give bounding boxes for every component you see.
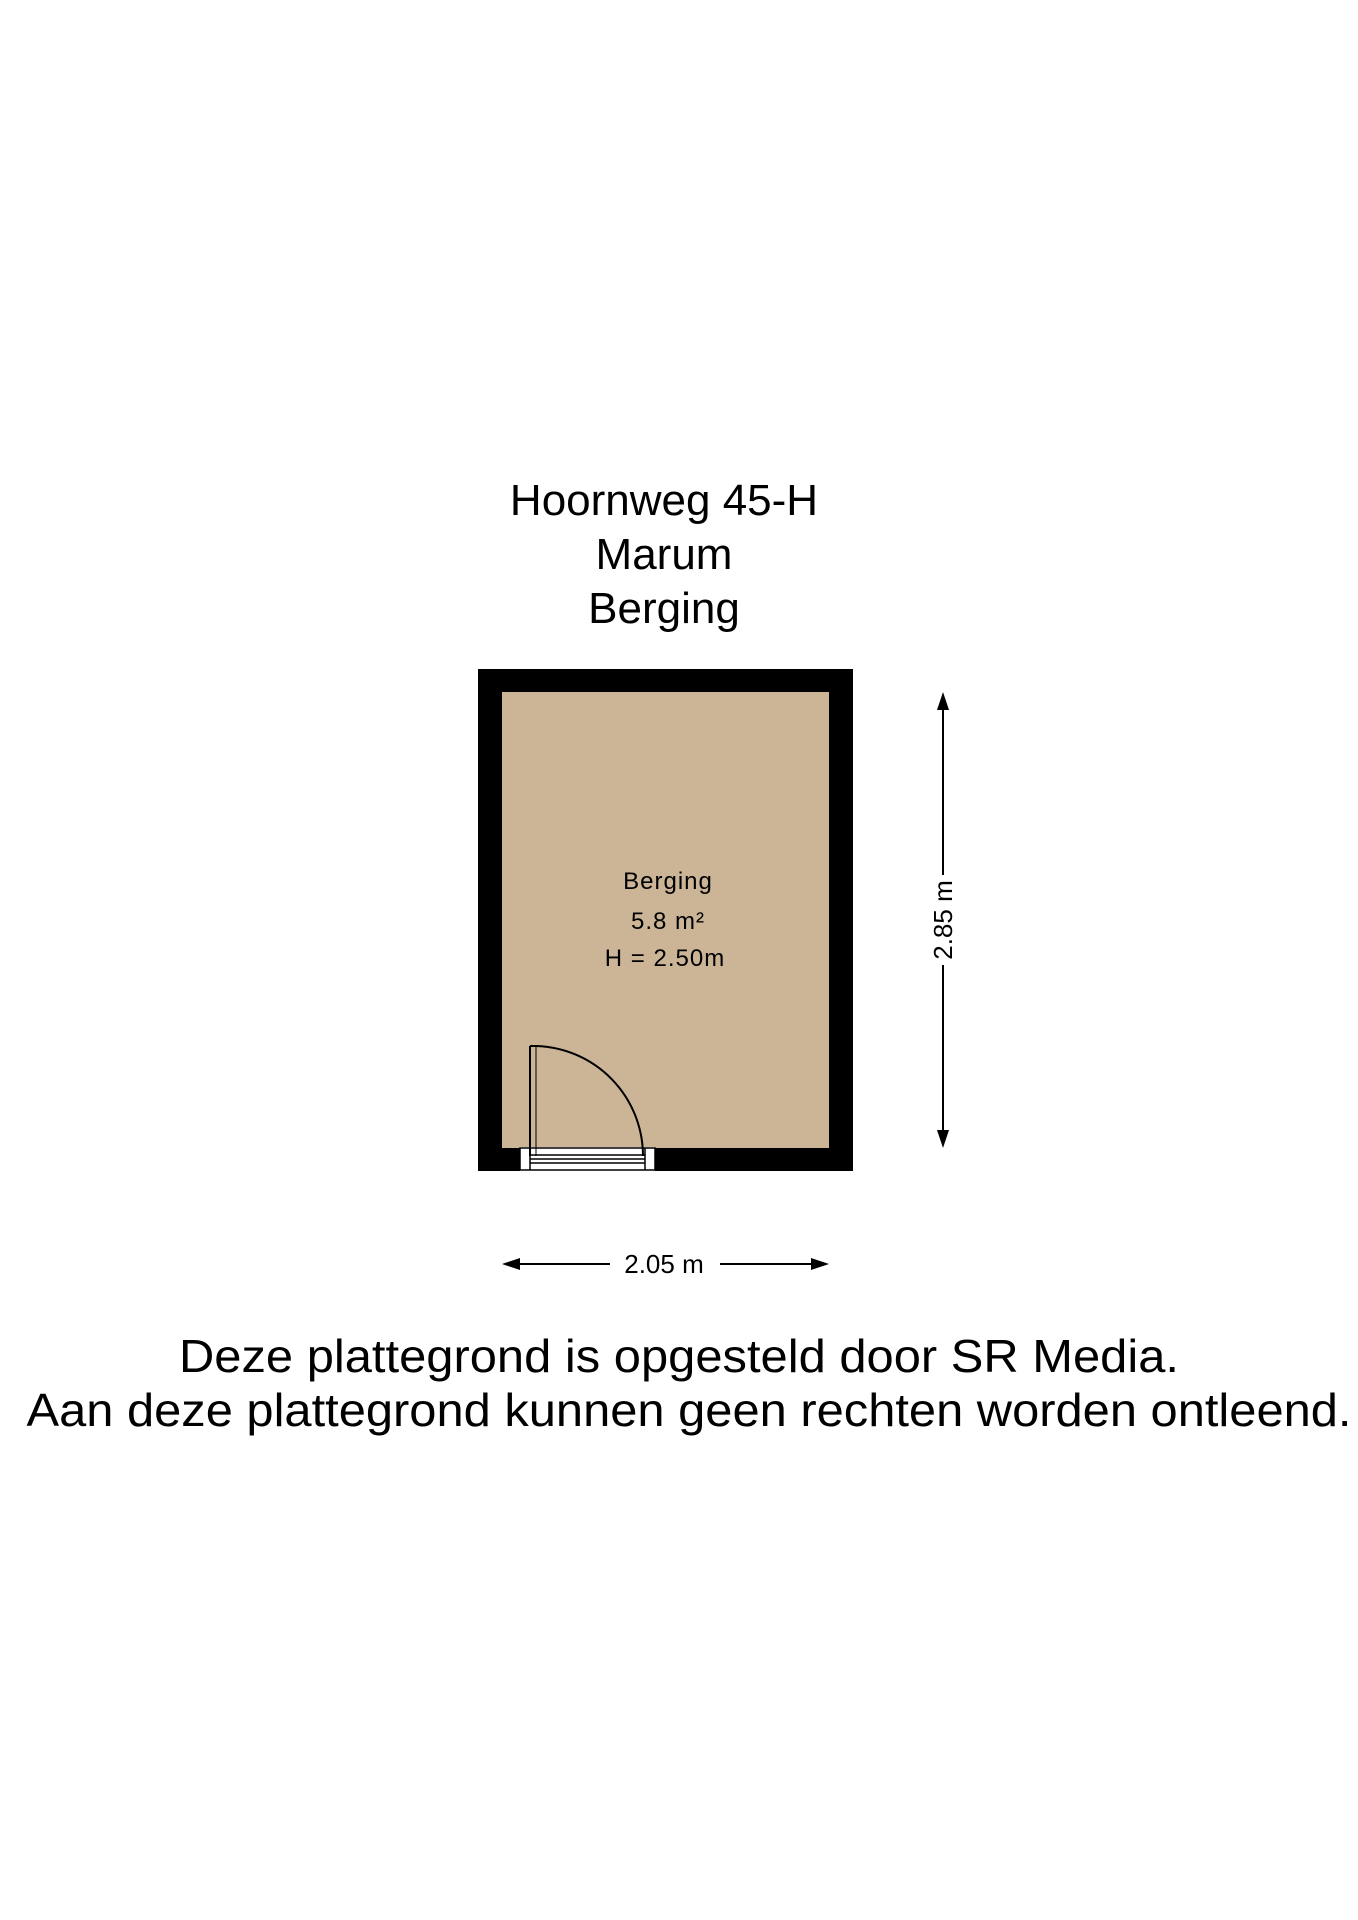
arrow-left-icon — [502, 1258, 520, 1270]
width-dimension-label: 2.05 m — [624, 1249, 704, 1279]
arrow-down-icon — [937, 1130, 949, 1148]
city-title: Marum — [595, 530, 733, 579]
room-name: Berging — [623, 868, 713, 895]
height-dimension — [928, 692, 958, 1148]
floorplan — [478, 669, 853, 1172]
arrow-right-icon — [811, 1258, 829, 1270]
height-dimension-label: 2.85 m — [928, 880, 958, 960]
footer-credit: Deze plattegrond is opgesteld door SR Media. — [179, 1330, 1179, 1382]
room-area: 5.8 m² — [630, 908, 706, 935]
arrow-up-icon — [937, 692, 949, 710]
floor-title: Berging — [588, 584, 740, 633]
room-height: H = 2.50m — [604, 945, 726, 972]
footer-disclaimer: Aan deze plattegrond kunnen geen rechten worden ontleend. — [26, 1384, 1352, 1436]
width-dimension — [502, 1249, 829, 1279]
address-title: Hoornweg 45-H — [509, 476, 819, 525]
